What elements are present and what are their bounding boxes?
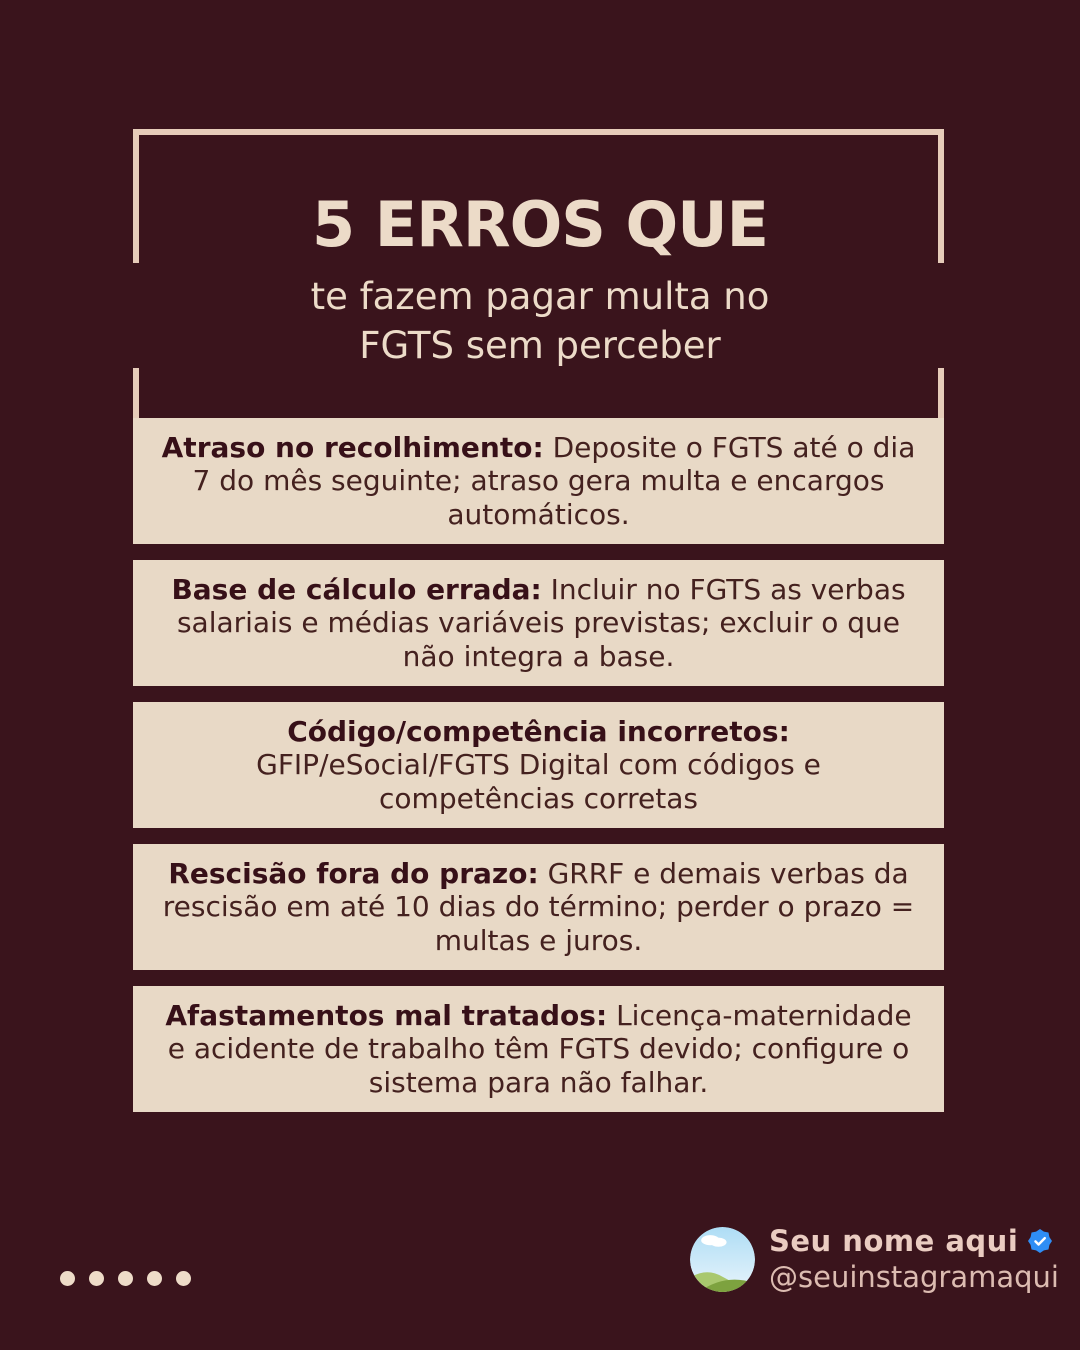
title-frame-top-border	[133, 129, 944, 135]
error-card-2-body: Incluir no FGTS as verbas salariais e médias variáveis previstas; excluir o que não integra a base.	[176, 572, 906, 673]
avatar	[690, 1227, 755, 1292]
error-card-5	[133, 986, 944, 1112]
error-card-1	[133, 418, 944, 544]
verified-badge-icon	[1028, 1229, 1052, 1253]
error-card-4	[133, 844, 944, 970]
error-card-3-body: GFIP/eSocial/FGTS Digital com códigos e competências corretas	[256, 748, 821, 815]
error-card-2-text	[161, 573, 916, 674]
pagination-dot	[118, 1271, 133, 1286]
profile-name-row	[769, 1224, 1059, 1258]
title-frame-left-border-lower	[133, 368, 139, 422]
pagination-dot	[176, 1271, 191, 1286]
error-card-2-lead: Base de cálculo errada:	[171, 572, 542, 606]
error-card-4-lead: Rescisão fora do prazo:	[168, 856, 539, 890]
subtitle-line-2: FGTS sem perceber	[359, 323, 721, 367]
header	[0, 188, 1080, 371]
landscape-avatar-icon	[690, 1227, 755, 1292]
error-card-4-text	[161, 857, 916, 958]
error-card-3-lead: Código/competência incorretos:	[287, 714, 790, 748]
profile-name: Seu nome aqui	[769, 1224, 1019, 1258]
error-card-5-text	[161, 999, 916, 1100]
error-card-3	[133, 702, 944, 828]
error-card-5-body: Licença-maternidade e acidente de trabalho têm FGTS devido; configure o sistema para não falhar.	[167, 998, 912, 1099]
error-card-3-text	[161, 715, 916, 816]
error-card-1-body: Deposite o FGTS até o dia 7 do mês seguinte; atraso gera multa e encargos automáticos.	[192, 430, 916, 531]
error-card-5-lead: Afastamentos mal tratados:	[165, 998, 608, 1032]
page-subtitle	[0, 273, 1080, 371]
title-frame-right-border-lower	[938, 368, 944, 422]
pagination-dot	[147, 1271, 162, 1286]
profile-text	[769, 1224, 1059, 1294]
page-title: 5 ERROS QUE	[312, 188, 768, 261]
error-card-1-text	[161, 431, 916, 532]
pagination-dot	[60, 1271, 75, 1286]
profile-handle: @seuinstagramaqui	[769, 1260, 1059, 1294]
pagination-dots	[60, 1271, 191, 1286]
error-card-4-body: GRRF e demais verbas da rescisão em até 10 dias do término; perder o prazo = multas e juros.	[162, 856, 915, 957]
error-card-1-lead: Atraso no recolhimento:	[161, 430, 544, 464]
subtitle-line-1: te fazem pagar multa no	[310, 275, 770, 319]
error-card-2	[133, 560, 944, 686]
pagination-dot	[89, 1271, 104, 1286]
profile-block	[690, 1224, 1059, 1294]
error-cards-list	[133, 418, 944, 1128]
